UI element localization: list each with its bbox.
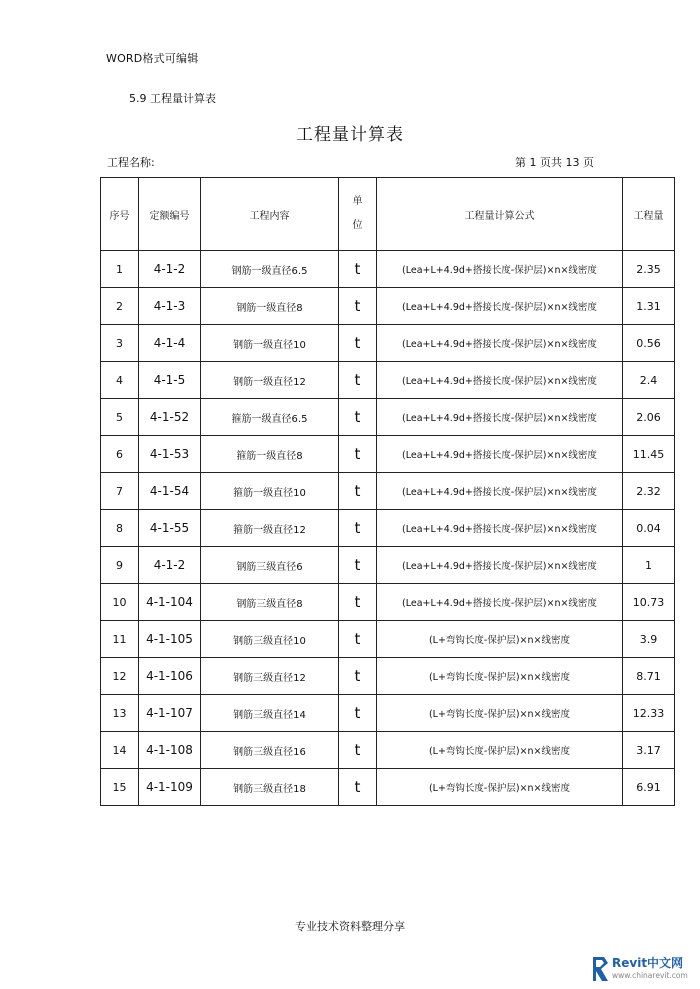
row-no: 5: [101, 399, 139, 436]
row-formula: (Lea+L+4.9d+搭接长度-保护层)×n×线密度: [377, 436, 623, 473]
row-item: 钢筋一级直径6.5: [201, 251, 339, 288]
row-unit: t: [339, 288, 377, 325]
revit-logo-icon: [590, 955, 610, 983]
row-quantity: 6.91: [623, 769, 675, 806]
header-unit: [339, 178, 377, 251]
row-quantity: 3.9: [623, 621, 675, 658]
table-row: [101, 436, 675, 473]
row-formula: (L+弯钩长度-保护层)×n×线密度: [377, 732, 623, 769]
row-unit: t: [339, 584, 377, 621]
table-row: [101, 584, 675, 621]
row-item: 钢筋一级直径10: [201, 325, 339, 362]
section-heading: 5.9 工程量计算表: [129, 92, 216, 105]
row-item: 箍筋一级直径12: [201, 510, 339, 547]
row-item: 钢筋三级直径18: [201, 769, 339, 806]
row-quantity: 2.06: [623, 399, 675, 436]
page-count: 第 1 页共 13 页: [515, 156, 594, 169]
row-unit: t: [339, 251, 377, 288]
row-quantity: 11.45: [623, 436, 675, 473]
row-quantity: 8.71: [623, 658, 675, 695]
row-code: 4-1-52: [139, 399, 201, 436]
row-code: 4-1-105: [139, 621, 201, 658]
row-quantity: 0.56: [623, 325, 675, 362]
row-code: 4-1-2: [139, 251, 201, 288]
row-no: 8: [101, 510, 139, 547]
row-unit: t: [339, 621, 377, 658]
row-unit: t: [339, 769, 377, 806]
row-no: 14: [101, 732, 139, 769]
row-formula: (Lea+L+4.9d+搭接长度-保护层)×n×线密度: [377, 362, 623, 399]
row-formula: (Lea+L+4.9d+搭接长度-保护层)×n×线密度: [377, 325, 623, 362]
watermark: [590, 953, 696, 985]
row-item: 钢筋三级直径16: [201, 732, 339, 769]
row-no: 10: [101, 584, 139, 621]
table-header-row: [101, 178, 675, 251]
row-quantity: 10.73: [623, 584, 675, 621]
row-no: 4: [101, 362, 139, 399]
row-no: 3: [101, 325, 139, 362]
row-no: 7: [101, 473, 139, 510]
row-formula: (L+弯钩长度-保护层)×n×线密度: [377, 621, 623, 658]
table-body: [101, 251, 675, 806]
project-name-label: 工程名称:: [107, 156, 155, 169]
header-formula: 工程量计算公式: [377, 178, 623, 251]
row-unit: t: [339, 436, 377, 473]
row-unit: t: [339, 399, 377, 436]
header-no: 序号: [101, 178, 139, 251]
table-row: [101, 547, 675, 584]
row-unit: t: [339, 695, 377, 732]
row-code: 4-1-107: [139, 695, 201, 732]
row-item: 钢筋三级直径10: [201, 621, 339, 658]
table-row: [101, 325, 675, 362]
table-row: [101, 473, 675, 510]
row-no: 12: [101, 658, 139, 695]
row-formula: (L+弯钩长度-保护层)×n×线密度: [377, 658, 623, 695]
row-code: 4-1-4: [139, 325, 201, 362]
row-quantity: 2.32: [623, 473, 675, 510]
row-quantity: 1.31: [623, 288, 675, 325]
table-row: [101, 399, 675, 436]
row-quantity: 1: [623, 547, 675, 584]
row-item: 钢筋一级直径8: [201, 288, 339, 325]
header-note: WORD格式可编辑: [106, 52, 199, 65]
table-row: [101, 658, 675, 695]
row-no: 1: [101, 251, 139, 288]
row-quantity: 2.4: [623, 362, 675, 399]
row-code: 4-1-5: [139, 362, 201, 399]
table-row: [101, 769, 675, 806]
row-quantity: 0.04: [623, 510, 675, 547]
row-code: 4-1-55: [139, 510, 201, 547]
header-item: 工程内容: [201, 178, 339, 251]
row-item: 箍筋一级直径8: [201, 436, 339, 473]
row-unit: t: [339, 362, 377, 399]
row-formula: (Lea+L+4.9d+搭接长度-保护层)×n×线密度: [377, 288, 623, 325]
row-formula: (Lea+L+4.9d+搭接长度-保护层)×n×线密度: [377, 510, 623, 547]
row-no: 9: [101, 547, 139, 584]
table-row: [101, 621, 675, 658]
row-formula: (L+弯钩长度-保护层)×n×线密度: [377, 695, 623, 732]
watermark-url: www.chinarevit.com: [612, 971, 688, 980]
row-formula: (Lea+L+4.9d+搭接长度-保护层)×n×线密度: [377, 547, 623, 584]
row-no: 11: [101, 621, 139, 658]
row-code: 4-1-53: [139, 436, 201, 473]
row-item: 钢筋三级直径12: [201, 658, 339, 695]
row-item: 钢筋三级直径8: [201, 584, 339, 621]
row-formula: (Lea+L+4.9d+搭接长度-保护层)×n×线密度: [377, 399, 623, 436]
row-no: 6: [101, 436, 139, 473]
row-item: 箍筋一级直径10: [201, 473, 339, 510]
row-no: 13: [101, 695, 139, 732]
row-unit: t: [339, 547, 377, 584]
row-no: 15: [101, 769, 139, 806]
header-code: 定额编号: [139, 178, 201, 251]
row-formula: (Lea+L+4.9d+搭接长度-保护层)×n×线密度: [377, 584, 623, 621]
row-unit: t: [339, 658, 377, 695]
row-unit: t: [339, 473, 377, 510]
table-row: [101, 510, 675, 547]
row-code: 4-1-109: [139, 769, 201, 806]
row-unit: t: [339, 325, 377, 362]
row-formula: (Lea+L+4.9d+搭接长度-保护层)×n×线密度: [377, 251, 623, 288]
row-item: 钢筋三级直径14: [201, 695, 339, 732]
row-formula: (L+弯钩长度-保护层)×n×线密度: [377, 769, 623, 806]
row-code: 4-1-54: [139, 473, 201, 510]
row-code: 4-1-106: [139, 658, 201, 695]
row-code: 4-1-2: [139, 547, 201, 584]
quantity-table: [100, 177, 675, 806]
table-row: [101, 732, 675, 769]
table-row: [101, 251, 675, 288]
header-quantity: 工程量: [623, 178, 675, 251]
row-item: 钢筋三级直径6: [201, 547, 339, 584]
row-code: 4-1-104: [139, 584, 201, 621]
table-row: [101, 362, 675, 399]
header-unit-line1: 单: [352, 196, 363, 207]
footer-text: 专业技术资料整理分享: [295, 920, 405, 933]
table-row: [101, 695, 675, 732]
watermark-brand: Revit中文网: [612, 956, 684, 970]
header-unit-line2: 位: [352, 220, 363, 231]
row-quantity: 12.33: [623, 695, 675, 732]
table-row: [101, 288, 675, 325]
row-code: 4-1-3: [139, 288, 201, 325]
row-code: 4-1-108: [139, 732, 201, 769]
row-unit: t: [339, 510, 377, 547]
row-item: 钢筋一级直径12: [201, 362, 339, 399]
row-item: 箍筋一级直径6.5: [201, 399, 339, 436]
row-no: 2: [101, 288, 139, 325]
row-quantity: 2.35: [623, 251, 675, 288]
row-formula: (Lea+L+4.9d+搭接长度-保护层)×n×线密度: [377, 473, 623, 510]
document-title: 工程量计算表: [296, 125, 404, 145]
row-unit: t: [339, 732, 377, 769]
row-quantity: 3.17: [623, 732, 675, 769]
